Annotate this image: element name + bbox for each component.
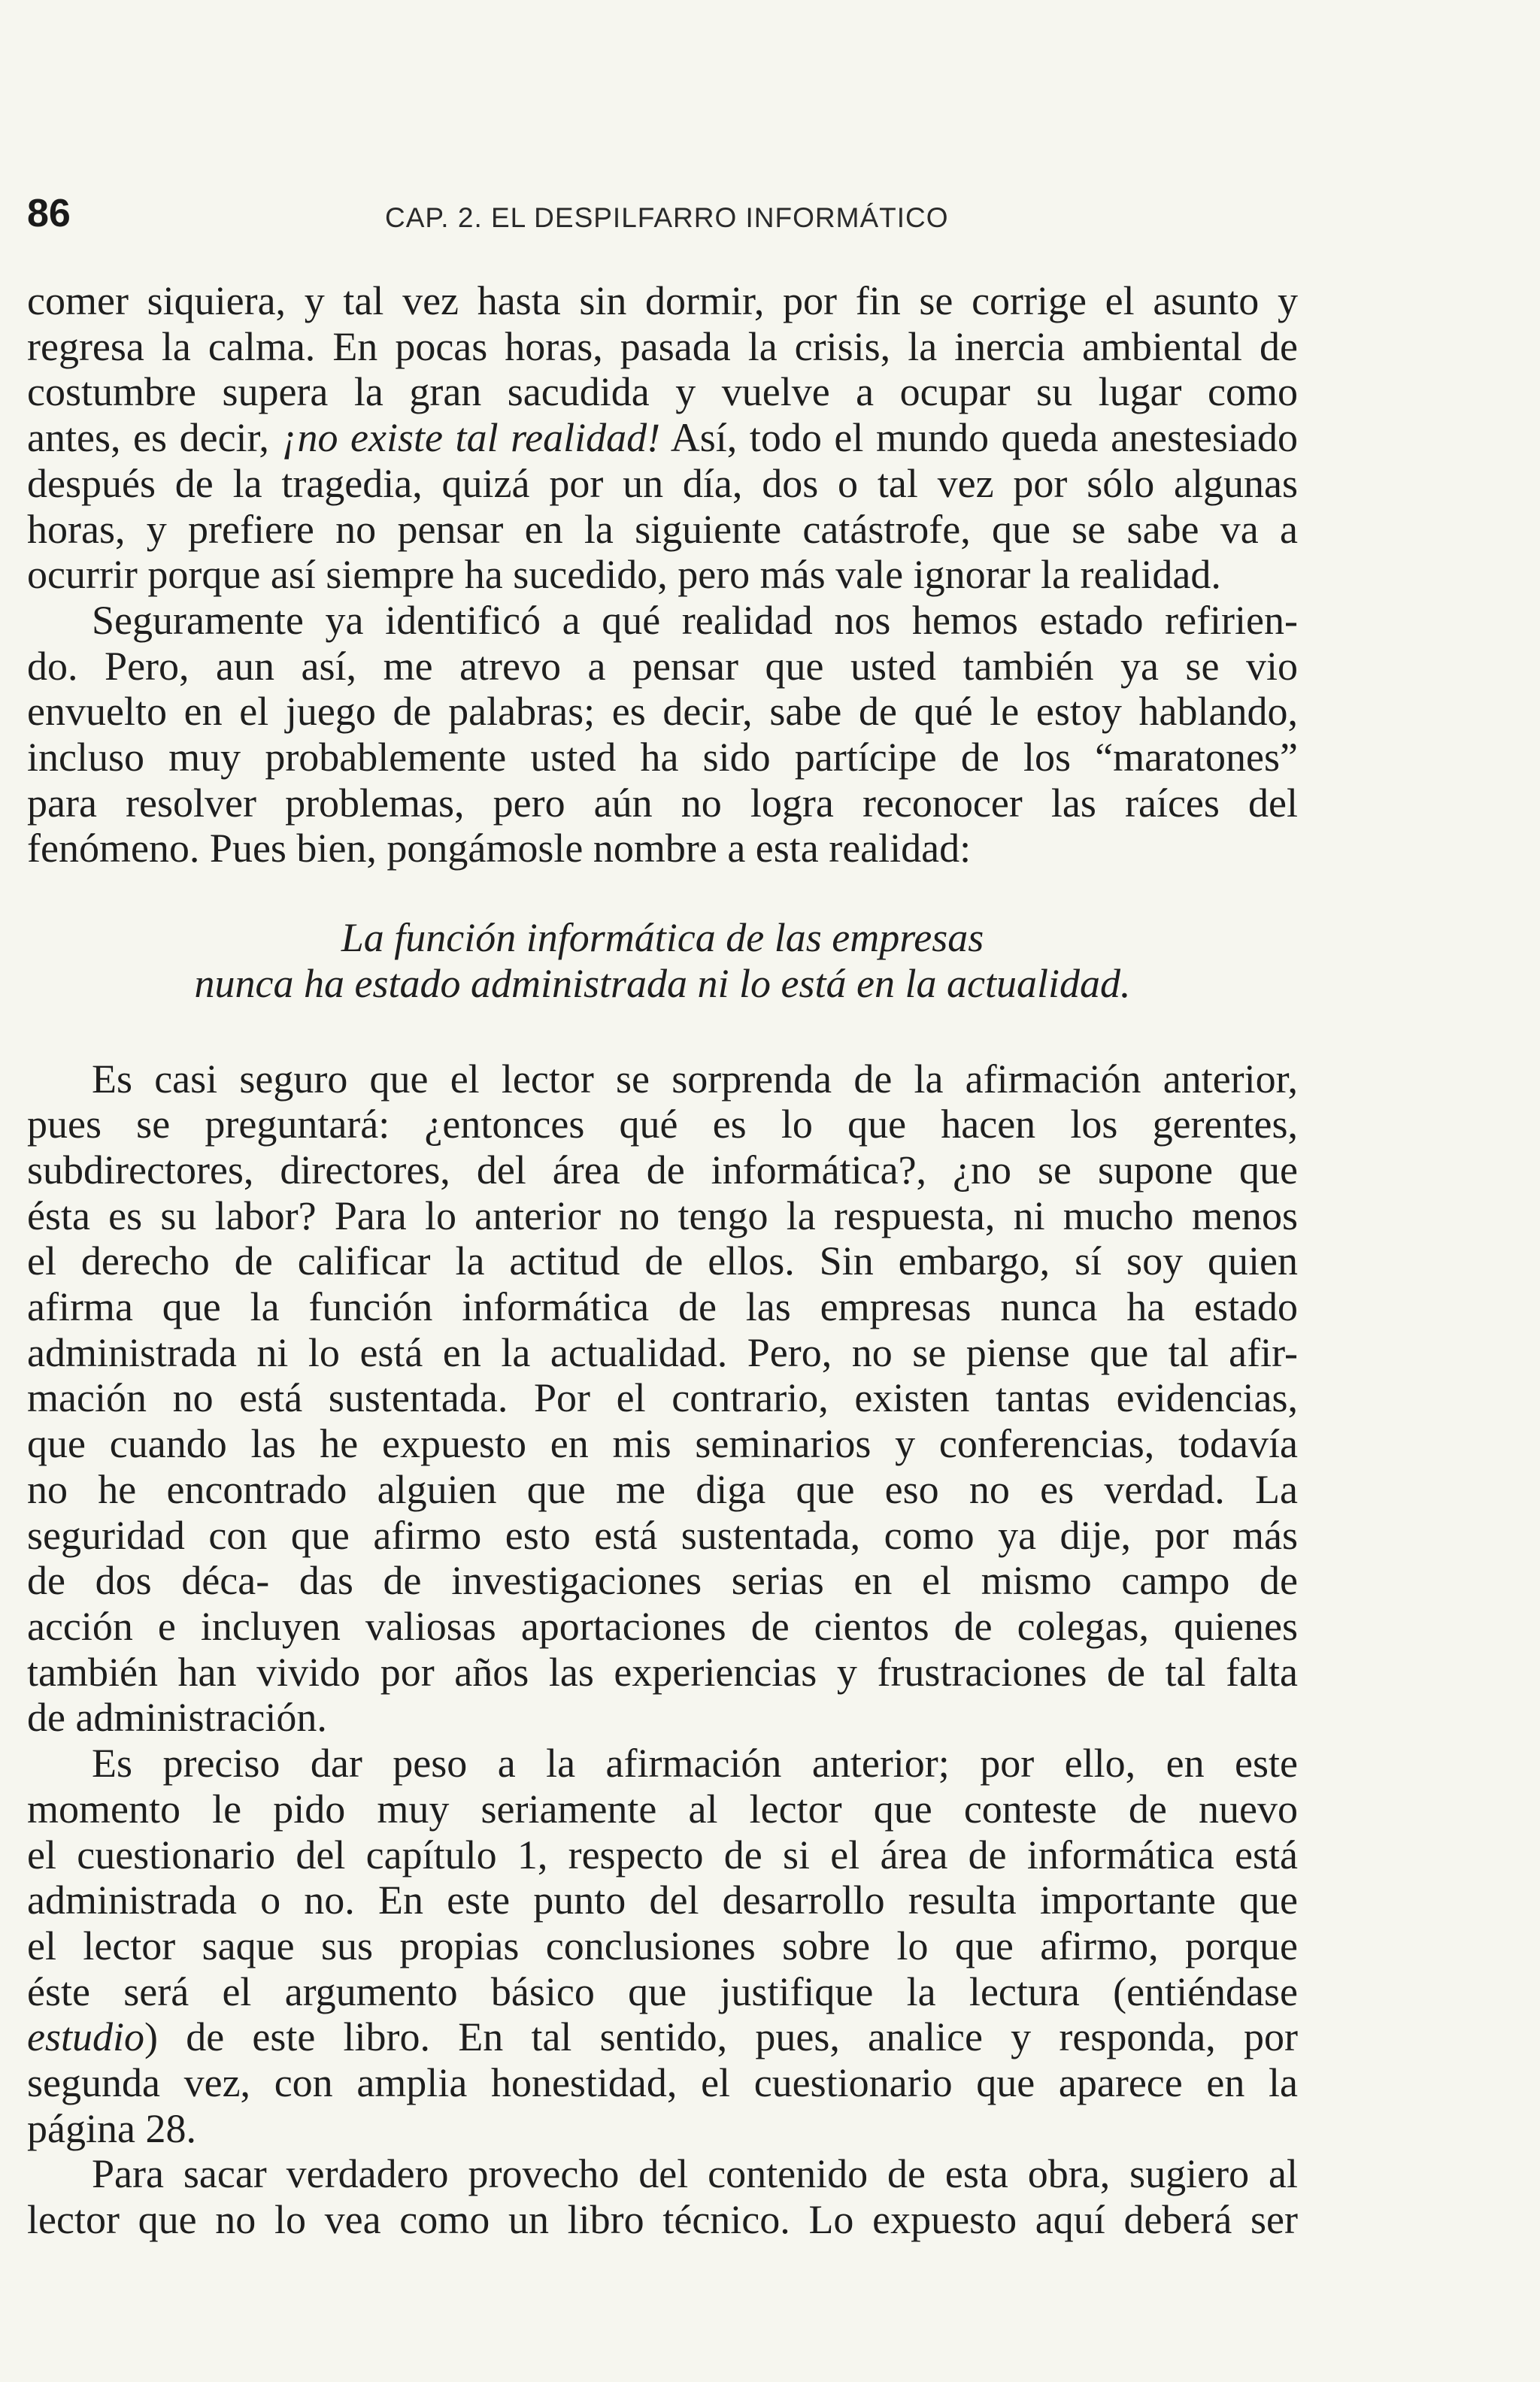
text-line: el cuestionario del capítulo 1, respecto de si el área de informática está <box>27 1832 1298 1877</box>
text-line: fenómeno. Pues bien, pongámosle nombre a esta realidad: <box>27 826 972 871</box>
text-line: que cuando las he expuesto en mis seminarios y conferencias, todavía <box>27 1421 1298 1467</box>
running-head: CAP. 2. EL DESPILFARRO INFORMÁTICO <box>385 202 949 233</box>
text-line: incluso muy probablemente usted ha sido partícipe de los “maratones” <box>27 735 1298 780</box>
page-number: 86 <box>27 192 71 235</box>
page-body <box>27 278 1298 2243</box>
text-line: pues se preguntará: ¿entonces qué es lo que hacen los gerentes, <box>27 1102 1298 1147</box>
text-line: do. Pero, aun así, me atrevo a pensar que usted también ya se vio <box>27 643 1298 689</box>
paragraph <box>27 2151 1298 2242</box>
text-line: Es casi seguro que el lector se sorprenda de la afirmación anterior, <box>92 1056 1298 1102</box>
text-line: de administración. <box>27 1695 327 1741</box>
quote-line: nunca ha estado administrada ni lo está en la actualidad. <box>194 960 1131 1006</box>
page-header <box>27 189 1305 250</box>
text-line: Para sacar verdadero provecho del contenido de esta obra, sugiero al <box>92 2151 1298 2197</box>
emphasis: ¡no existe tal realidad! <box>281 415 661 461</box>
text-line: segunda vez, con amplia honestidad, el cuestionario que aparece en la <box>27 2060 1298 2106</box>
text-line: antes, es decir, ¡no existe tal realidad! Así, todo el mundo queda anestesiado <box>27 415 1298 461</box>
text-line: seguridad con que afirmo esto está sustentada, como ya dije, por más <box>27 1512 1298 1558</box>
text-line: ocurrir porque así siempre ha sucedido, pero más vale ignorar la realidad. <box>27 552 1221 598</box>
text-line: el derecho de calificar la actitud de ellos. Sin embargo, sí soy quien <box>27 1238 1298 1284</box>
text-line: comer siquiera, y tal vez hasta sin dormir, por fin se corrige el asunto y <box>27 278 1298 323</box>
paragraph <box>27 1056 1298 1741</box>
text-line: afirma que la función informática de las empresas nunca ha estado <box>27 1284 1298 1330</box>
text-line: lector que no lo vea como un libro técnico. Lo expuesto aquí deberá ser <box>27 2197 1298 2243</box>
text-line: regresa la calma. En pocas horas, pasada la crisis, la inercia ambiental de <box>27 323 1298 369</box>
block-quote <box>27 871 1298 1056</box>
text-line: acción e incluyen valiosas aportaciones de cientos de colegas, quienes <box>27 1603 1298 1649</box>
text-line: momento le pido muy seriamente al lector que conteste de nuevo <box>27 1786 1298 1832</box>
text-line: también han vivido por años las experiencias y frustraciones de tal falta <box>27 1649 1298 1695</box>
paragraph <box>27 278 1298 598</box>
paragraph <box>27 598 1298 871</box>
text-line: después de la tragedia, quizá por un día, dos o tal vez por sólo algunas <box>27 460 1298 506</box>
text-line: administrada o no. En este punto del desarrollo resulta importante que <box>27 1877 1298 1923</box>
text-line: página 28. <box>27 2105 196 2151</box>
text-line: Seguramente ya identificó a qué realidad nos hemos estado refirien- <box>92 597 1298 643</box>
text-line: estudio) de este libro. En tal sentido, pues, analice y responda, por <box>27 2014 1298 2060</box>
text-line: de dos déca- das de investigaciones serias en el mismo campo de <box>27 1558 1298 1604</box>
text-line: ésta es su labor? Para lo anterior no tengo la respuesta, ni mucho menos <box>27 1193 1298 1238</box>
text-line: el lector saque sus propias conclusiones sobre lo que afirmo, porque <box>27 1923 1298 1968</box>
text-line: no he encontrado alguien que me diga que eso no es verdad. La <box>27 1466 1298 1512</box>
emphasis: estudio <box>27 2014 144 2060</box>
text-line: para resolver problemas, pero aún no logra reconocer las raíces del <box>27 780 1298 826</box>
text-line: Es preciso dar peso a la afirmación anterior; por ello, en este <box>92 1741 1298 1787</box>
text-line: costumbre supera la gran sacudida y vuelve a ocupar su lugar como <box>27 369 1298 415</box>
text-line: subdirectores, directores, del área de informática?, ¿no se supone que <box>27 1147 1298 1193</box>
text-line: mación no está sustentada. Por el contrario, existen tantas evidencias, <box>27 1375 1298 1421</box>
text-line: administrada ni lo está en la actualidad. Pero, no se piense que tal afir- <box>27 1329 1298 1375</box>
text-line: envuelto en el juego de palabras; es decir, sabe de qué le estoy hablando, <box>27 689 1298 735</box>
paragraph <box>27 1741 1298 2151</box>
text-line: horas, y prefiere no pensar en la siguiente catástrofe, que se sabe va a <box>27 506 1298 552</box>
text-line: éste será el argumento básico que justifique la lectura (entiéndase <box>27 1968 1298 2014</box>
quote-line: La función informática de las empresas <box>341 915 984 961</box>
